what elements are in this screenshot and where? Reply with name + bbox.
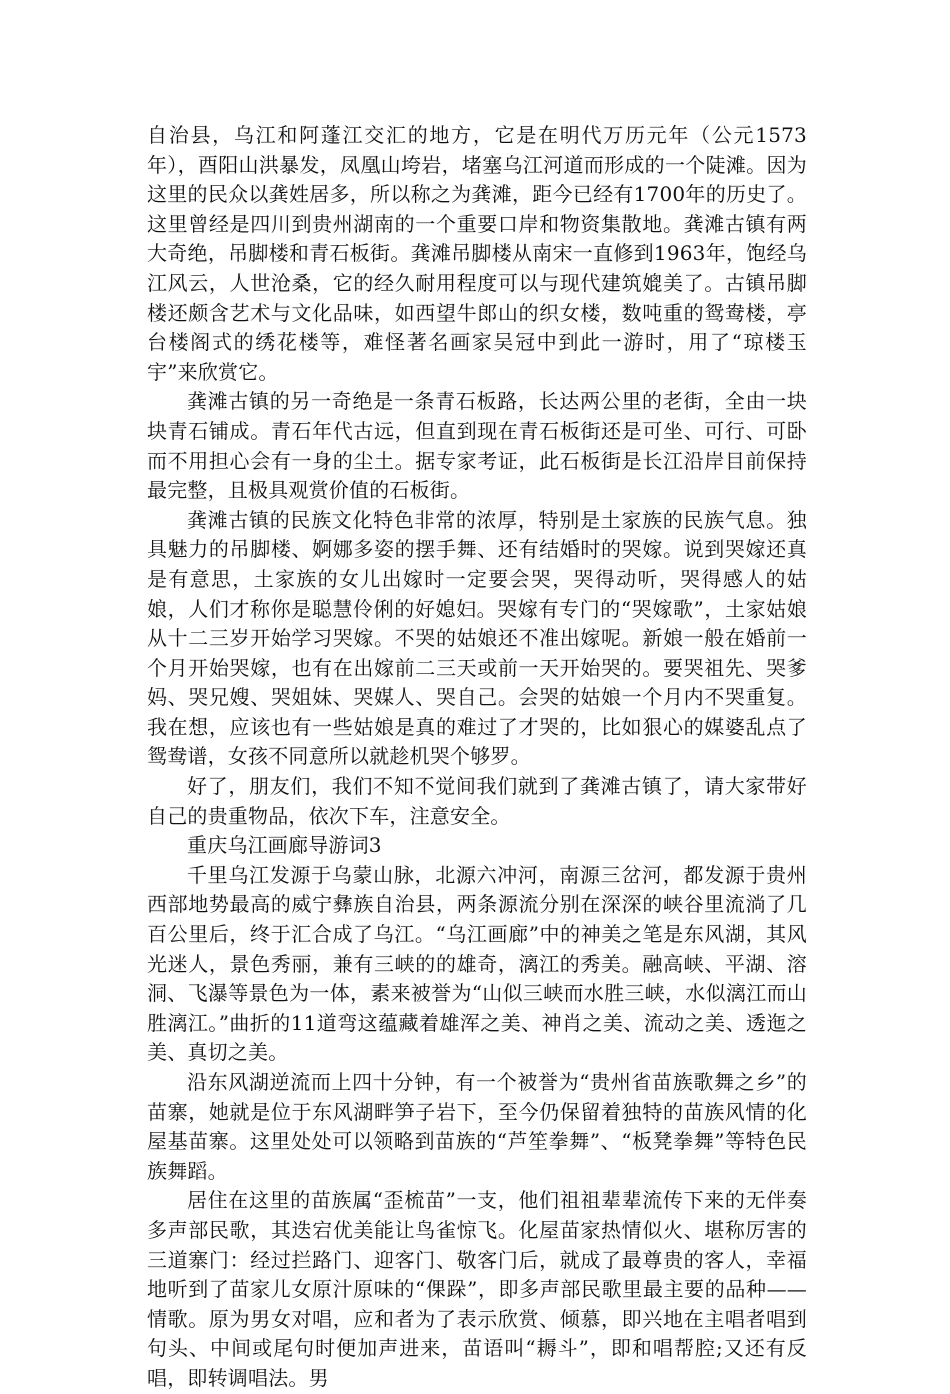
paragraph: 龚滩古镇的民族文化特色非常的浓厚，特别是土家族的民族气息。独具魅力的吊脚楼、婀娜多姿的摆手舞、还有结婚时的哭嫁。说到哭嫁还真是有意思，土家族的女儿出嫁时一定要会哭，哭得动听，哭得感人的姑娘，人们才称你是聪慧伶俐的好媳妇。哭嫁有专门的“哭嫁歌”，土家姑娘从十二三岁开始学习哭嫁。不哭的姑娘还不准出嫁呢。新娘一般在婚前一个月开始哭嫁，也有在出嫁前二三天或前一天开始哭的。要哭祖先、哭爹妈、哭兄嫂、哭姐妹、哭媒人、哭自己。会哭的姑娘一个月内不哭重复。我在想，应该也有一些姑娘是真的难过了才哭的，比如狠心的媒婆乱点了鸳鸯谱，女孩不同意所以就趁机哭个够罗。 [147, 507, 807, 769]
paragraph: 居住在这里的苗族属“歪梳苗”一支，他们祖祖辈辈流传下来的无伴奏多声部民歌，其迭宕优美能让鸟雀惊飞。化屋苗家热情似火、堪称厉害的三道寨门：经过拦路门、迎客门、敬客门后，就成了最尊贵的客人，幸福地听到了苗家儿女原汁原味的“倮跺”，即多声部民歌里最主要的品种——情歌。原为男女对唱，应和者为了表示欣赏、倾慕，即兴地在主唱者唱到句头、中间或尾句时便加声进来，苗语叫“耨斗”，即和唱帮腔;又还有反唱，即转调唱法。男 [147, 1188, 807, 1390]
paragraph: 沿东风湖逆流而上四十分钟，有一个被誉为“贵州省苗族歌舞之乡”的苗寨，她就是位于东风湖畔笋子岩下，至今仍保留着独特的苗族风情的化屋基苗寨。这里处处可以领略到苗族的“芦笙拳舞”、“板凳拳舞”等特色民族舞蹈。 [147, 1070, 807, 1183]
paragraph: 好了，朋友们，我们不知不觉间我们就到了龚滩古镇了，请大家带好自己的贵重物品，依次下车，注意安全。 [147, 774, 807, 828]
paragraph: 龚滩古镇的另一奇绝是一条青石板路，长达两公里的老街，全由一块块青石铺成。青石年代古远，但直到现在青石板街还是可坐、可行、可卧而不用担心会有一身的尘土。据专家考证，此石板街是长江沿岸目前保持最完整，且极具观赏价值的石板街。 [147, 389, 807, 503]
paragraph: 千里乌江发源于乌蒙山脉，北源六冲河，南源三岔河，都发源于贵州西部地势最高的威宁彝族自治县，两条源流分别在深深的峡谷里流淌了几百公里后，终于汇合成了乌江。“乌江画廊”中的神美之笔是东风湖，其风光迷人，景色秀丽，兼有三峡的的雄奇，漓江的秀美。融高峡、平湖、溶洞、飞瀑等景色为一体，素来被誉为“山似三峡而水胜三峡，水似漓江而山胜漓江。”曲折的11道弯这蕴藏着雄浑之美、神肖之美、流动之美、透迤之美、真切之美。 [147, 862, 807, 1065]
document-body [147, 121, 807, 1394]
section-heading: 重庆乌江画廊导游词3 [187, 833, 382, 858]
paragraph: 自治县，乌江和阿蓬江交汇的地方，它是在明代万历元年（公元1573年），酉阳山洪暴发，凤凰山垮岩，堵塞乌江河道而形成的一个陡滩。因为这里的民众以龚姓居多，所以称之为龚滩，距今已经有1700年的历史了。这里曾经是四川到贵州湖南的一个重要口岸和物资集散地。龚滩古镇有两大奇绝，吊脚楼和青石板街。龚滩吊脚楼从南宋一直修到1963年，饱经乌江风云，人世沧桑，它的经久耐用程度可以与现代建筑媲美了。古镇吊脚楼还颇含艺术与文化品味，如西望牛郎山的织女楼，数吨重的鸳鸯楼，亭台楼阁式的绣花楼等，难怪著名画家吴冠中到此一游时，用了“琼楼玉宇”来欣赏它。 [147, 123, 807, 384]
